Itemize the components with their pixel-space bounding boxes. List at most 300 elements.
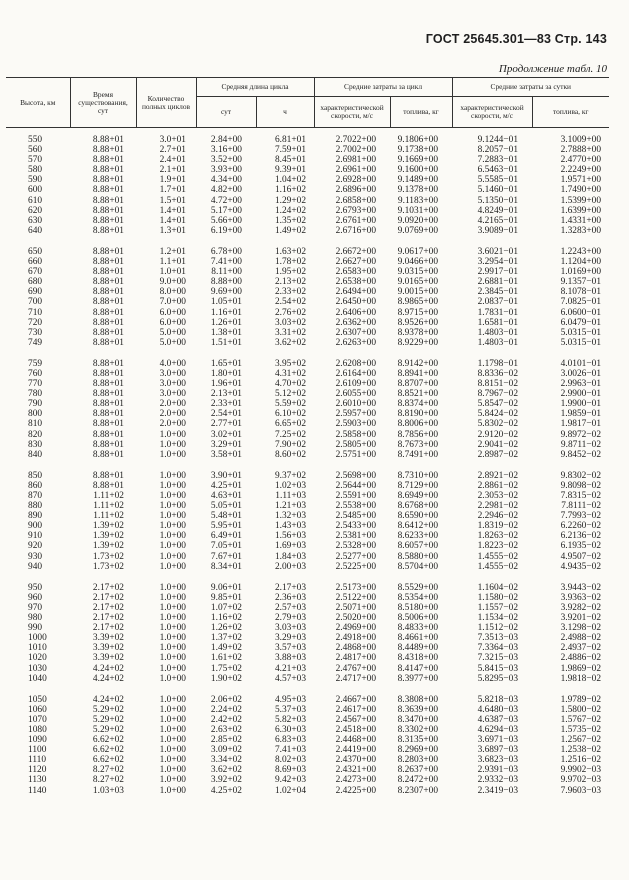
cell-day-char-speed: 1.1534−02 [477, 613, 519, 624]
cell-cycle-fuel: 8.4489+00 [397, 643, 439, 654]
cell-day-char-speed: 3.6021−01 [477, 246, 519, 257]
cell-cycles: 1.0+00 [159, 439, 186, 450]
cell-cycle-fuel: 8.3470+00 [397, 714, 439, 725]
cell-cycles: 1.0+00 [159, 491, 186, 501]
cell-day-fuel: 1.5800−02 [560, 704, 602, 715]
cell-cycles: 1.0+00 [159, 714, 186, 725]
cell-day-fuel: 2.4937−02 [560, 643, 602, 654]
cell-altitude: 710 [28, 307, 43, 318]
cell-existence-time: 8.88+01 [92, 317, 124, 328]
table-body [6, 128, 609, 796]
cell-day-fuel: 7.8111−02 [561, 501, 602, 512]
cell-cycle-hours: 8.02+03 [274, 755, 307, 766]
cell-altitude: 749 [28, 337, 43, 348]
cell-cycle-days: 2.42+02 [210, 714, 242, 725]
cell-cycle-days: 7.67+01 [210, 551, 242, 562]
cell-day-char-speed: 2.2946−02 [477, 511, 519, 522]
cell-cycle-days: 3.58+01 [210, 449, 242, 460]
cell-cycle-char-speed: 2.7022+00 [335, 135, 377, 145]
cell-existence-time: 6.62+02 [92, 735, 124, 746]
cell-cycle-fuel: 9.1378+00 [397, 185, 439, 196]
cell-cycle-hours: 1.29+02 [274, 195, 307, 206]
cell-cycle-hours: 5.12+02 [274, 389, 307, 400]
cell-altitude: 570 [28, 155, 43, 166]
cell-cycles: 1.0+00 [159, 613, 186, 624]
cell-day-fuel: 8.1078−01 [560, 287, 602, 298]
cell-cycle-hours: 1.35+02 [274, 215, 307, 226]
cell-existence-time: 8.88+01 [92, 257, 124, 268]
cell-day-char-speed: 4.8249−01 [477, 205, 519, 216]
cell-cycles: 6.0+00 [159, 307, 186, 318]
cell-cycles: 6.0+00 [159, 317, 186, 328]
cell-cycle-char-speed: 2.6858+00 [335, 195, 377, 206]
cell-cycle-char-speed: 2.5122+00 [335, 592, 377, 603]
cell-cycle-char-speed: 2.6961+00 [335, 165, 377, 176]
cell-cycle-hours: 1.24+02 [274, 205, 307, 216]
table-row [6, 695, 609, 705]
cell-cycle-char-speed: 2.6538+00 [335, 277, 377, 288]
cell-cycles: 1.1+01 [159, 257, 186, 268]
cell-cycle-days: 5.48+01 [210, 511, 242, 522]
cell-cycle-days: 2.13+01 [210, 389, 242, 400]
cell-altitude: 990 [28, 623, 43, 634]
cell-cycle-hours: 4.21+03 [274, 663, 307, 674]
table-row [6, 765, 609, 775]
cell-day-fuel: 6.1935−02 [560, 541, 602, 552]
cell-day-fuel: 6.0479−01 [560, 317, 602, 328]
cell-cycle-fuel: 9.0920+00 [397, 215, 439, 226]
cell-existence-time: 3.39+02 [92, 643, 124, 654]
cell-cycle-days: 6.78+00 [210, 246, 242, 257]
cell-altitude: 730 [28, 327, 43, 338]
cell-cycle-hours: 1.04+02 [274, 175, 307, 186]
cell-day-char-speed: 2.0837−01 [477, 297, 519, 308]
cell-cycle-char-speed: 2.5328+00 [335, 541, 377, 552]
cell-cycle-hours: 2.33+02 [274, 287, 307, 298]
cell-existence-time: 8.88+01 [92, 175, 124, 186]
cell-cycle-char-speed: 2.4717+00 [335, 673, 377, 684]
cell-cycle-char-speed: 2.5071+00 [335, 602, 377, 613]
cell-altitude: 580 [28, 165, 43, 176]
cell-existence-time: 2.17+02 [92, 623, 124, 634]
cell-cycle-hours: 4.57+03 [274, 673, 307, 684]
cell-cycle-char-speed: 2.6761+00 [335, 215, 377, 226]
cell-cycle-fuel: 8.4147+00 [397, 663, 439, 674]
cell-existence-time: 1.03+03 [92, 785, 124, 796]
cell-cycle-fuel: 8.8006+00 [397, 419, 439, 430]
cell-altitude: 1130 [28, 775, 47, 786]
cell-existence-time: 8.88+01 [92, 399, 124, 410]
cell-day-char-speed: 1.4555−02 [477, 561, 519, 572]
cell-altitude: 940 [28, 561, 43, 572]
table-row [6, 328, 609, 338]
cell-cycles: 1.0+00 [159, 735, 186, 746]
cell-cycle-days: 4.25+02 [210, 785, 242, 796]
cell-cycle-fuel: 9.0165+00 [397, 277, 439, 288]
cell-day-char-speed: 1.1557−02 [477, 602, 519, 613]
cell-cycle-hours: 9.37+02 [274, 470, 307, 481]
table-row [6, 521, 609, 531]
cell-existence-time: 8.88+01 [92, 379, 124, 390]
cell-cycles: 1.0+00 [159, 480, 186, 491]
cell-cycles: 1.0+00 [159, 511, 186, 522]
cell-cycle-char-speed: 2.5805+00 [335, 439, 377, 450]
table-row [6, 450, 609, 460]
table-row [6, 308, 609, 318]
cell-cycle-fuel: 8.5354+00 [397, 592, 439, 603]
cell-cycle-days: 1.16+02 [210, 613, 242, 624]
cell-cycle-fuel: 8.9865+00 [397, 297, 439, 308]
cell-cycle-days: 3.34+02 [210, 755, 242, 766]
cell-cycle-hours: 2.79+03 [274, 613, 307, 624]
cell-cycle-days: 3.02+01 [210, 429, 242, 440]
cell-day-fuel: 1.3283+00 [560, 225, 602, 236]
cell-day-fuel: 1.4331+00 [560, 215, 602, 226]
cell-day-char-speed: 7.2883−01 [477, 155, 519, 166]
cell-cycle-fuel: 8.3302+00 [397, 724, 439, 735]
cell-day-fuel: 2.2249+00 [560, 165, 602, 176]
header-char-speed: характеристической скорости, м/с [314, 97, 390, 128]
cell-existence-time: 8.88+01 [92, 267, 124, 278]
cell-cycle-hours: 6.10+02 [274, 409, 307, 420]
cell-day-fuel: 9.8302−02 [560, 470, 602, 481]
cell-cycle-fuel: 8.6590+00 [397, 511, 439, 522]
cell-existence-time: 8.88+01 [92, 439, 124, 450]
cell-cycle-fuel: 8.7491+00 [397, 449, 439, 460]
cell-cycles: 1.0+00 [159, 501, 186, 512]
cell-cycle-char-speed: 2.4817+00 [335, 653, 377, 664]
cell-altitude: 1050 [28, 694, 47, 705]
group-spacer [6, 684, 609, 695]
cell-cycle-days: 7.41+00 [210, 257, 242, 268]
cell-day-fuel: 4.0101−01 [560, 358, 602, 369]
cell-cycle-hours: 6.83+03 [274, 735, 307, 746]
cell-cycle-days: 1.96+01 [210, 379, 242, 390]
table-row [6, 481, 609, 491]
group-spacer [6, 128, 609, 136]
cell-cycle-char-speed: 2.4617+00 [335, 704, 377, 715]
cell-day-char-speed: 1.4803−01 [477, 327, 519, 338]
table-row [6, 409, 609, 419]
cell-cycle-char-speed: 2.6109+00 [335, 379, 377, 390]
table-row [6, 318, 609, 328]
table-row [6, 511, 609, 521]
cell-cycles: 1.9+01 [159, 175, 186, 186]
cell-day-char-speed: 7.3364−03 [477, 643, 519, 654]
cell-day-char-speed: 5.1350−01 [477, 195, 519, 206]
cell-cycle-fuel: 8.2969+00 [397, 745, 439, 756]
cell-cycle-fuel: 8.3135+00 [397, 735, 439, 746]
table-row [6, 786, 609, 796]
cell-day-char-speed: 4.6387−03 [477, 714, 519, 725]
cell-day-fuel: 4.9435−02 [560, 561, 602, 572]
cell-day-fuel: 1.7490+00 [560, 185, 602, 196]
table-continuation-label: Продолжение табл. 10 [498, 63, 607, 75]
cell-cycle-char-speed: 2.5020+00 [335, 613, 377, 624]
cell-cycle-days: 1.61+02 [210, 653, 242, 664]
cell-cycle-days: 3.29+01 [210, 439, 242, 450]
table-row [6, 430, 609, 440]
cell-cycle-days: 4.34+00 [210, 175, 242, 186]
table-row [6, 623, 609, 633]
cell-cycles: 9.0+00 [159, 277, 186, 288]
cell-cycles: 1.4+01 [159, 215, 186, 226]
cell-cycle-char-speed: 2.6406+00 [335, 307, 377, 318]
cell-day-fuel: 2.4770+00 [560, 155, 602, 166]
cell-altitude: 830 [28, 439, 43, 450]
cell-existence-time: 1.73+02 [92, 561, 124, 572]
cell-cycle-fuel: 8.6233+00 [397, 531, 439, 542]
cell-day-char-speed: 5.1460−01 [477, 185, 519, 196]
cell-day-fuel: 9.8972−02 [560, 429, 602, 440]
cell-cycle-fuel: 8.5880+00 [397, 551, 439, 562]
cell-cycle-days: 1.51+01 [210, 337, 242, 348]
table-row [6, 501, 609, 511]
cell-cycle-hours: 1.32+03 [274, 511, 307, 522]
cell-day-fuel: 1.2243+00 [560, 246, 602, 257]
header-hours: ч [256, 97, 314, 128]
cell-cycle-char-speed: 2.5277+00 [335, 551, 377, 562]
cell-cycles: 2.0+00 [159, 409, 186, 420]
cell-altitude: 1040 [28, 673, 47, 684]
cell-cycle-hours: 1.16+02 [274, 185, 307, 196]
cell-cycles: 1.0+00 [159, 653, 186, 664]
cell-day-fuel: 2.4988−02 [560, 633, 602, 644]
cell-existence-time: 8.88+01 [92, 337, 124, 348]
cell-day-fuel: 1.9571+00 [560, 175, 602, 186]
cell-day-fuel: 9.8711−02 [560, 439, 602, 450]
cell-cycle-hours: 1.43+03 [274, 521, 307, 532]
cell-cycle-char-speed: 2.6716+00 [335, 225, 377, 236]
cell-cycles: 1.3+01 [159, 225, 186, 236]
cell-cycle-hours: 3.95+02 [274, 358, 307, 369]
cell-cycle-fuel: 8.5180+00 [397, 602, 439, 613]
cell-cycle-fuel: 8.6768+00 [397, 501, 439, 512]
cell-day-fuel: 4.9507−02 [560, 551, 602, 562]
cell-cycle-fuel: 8.7673+00 [397, 439, 439, 450]
cell-day-char-speed: 1.8263−02 [477, 531, 519, 542]
group-spacer [6, 460, 609, 471]
cell-altitude: 960 [28, 592, 43, 603]
cell-day-char-speed: 5.8424−02 [477, 409, 519, 420]
cell-day-char-speed: 2.8987−02 [477, 449, 519, 460]
cell-cycle-char-speed: 2.6896+00 [335, 185, 377, 196]
cell-cycle-fuel: 8.5006+00 [397, 613, 439, 624]
table-row [6, 705, 609, 715]
cell-day-char-speed: 8.7967−02 [477, 389, 519, 400]
cell-cycle-days: 2.33+01 [210, 399, 242, 410]
cell-existence-time: 8.88+01 [92, 246, 124, 257]
cell-cycle-fuel: 8.7856+00 [397, 429, 439, 440]
cell-day-char-speed: 7.3215−03 [477, 653, 519, 664]
cell-cycle-days: 4.63+01 [210, 491, 242, 501]
cell-day-fuel: 5.0315−01 [560, 337, 602, 348]
table-row [6, 653, 609, 663]
cell-day-char-speed: 4.6294−03 [477, 724, 519, 735]
header-avg-cycle: Средняя длина цикла [196, 78, 314, 97]
cell-cycle-char-speed: 2.4918+00 [335, 633, 377, 644]
table-row [6, 287, 609, 297]
cell-altitude: 630 [28, 215, 43, 226]
table-row [6, 226, 609, 236]
cell-cycle-days: 2.63+02 [210, 724, 242, 735]
cell-cycle-days: 2.77+01 [210, 419, 242, 430]
cell-cycle-fuel: 8.3977+00 [397, 673, 439, 684]
cell-cycle-hours: 1.95+02 [274, 267, 307, 278]
cell-day-fuel: 1.0169+00 [560, 267, 602, 278]
cell-altitude: 860 [28, 480, 43, 491]
cell-day-fuel: 3.9282−02 [560, 602, 602, 613]
cell-cycle-hours: 3.31+02 [274, 327, 307, 338]
cell-existence-time: 5.29+02 [92, 704, 124, 715]
cell-day-char-speed: 1.4555−02 [477, 551, 519, 562]
cell-altitude: 770 [28, 379, 43, 390]
cell-cycle-days: 1.49+02 [210, 643, 242, 654]
cell-cycle-days: 1.90+02 [210, 673, 242, 684]
table-row [6, 175, 609, 185]
cell-day-char-speed: 5.8302−02 [477, 419, 519, 430]
table-row [6, 613, 609, 623]
cell-existence-time: 8.88+01 [92, 389, 124, 400]
cell-cycles: 4.0+00 [159, 358, 186, 369]
cell-cycle-hours: 2.13+02 [274, 277, 307, 288]
table-row [6, 440, 609, 450]
cell-cycle-hours: 1.02+04 [274, 785, 307, 796]
cell-cycles: 2.7+01 [159, 145, 186, 156]
cell-cycles: 2.4+01 [159, 155, 186, 166]
cell-day-char-speed: 6.5463−01 [477, 165, 519, 176]
cell-cycles: 1.0+00 [159, 449, 186, 460]
cell-cycle-fuel: 9.0315+00 [397, 267, 439, 278]
cell-cycle-char-speed: 2.6672+00 [335, 246, 377, 257]
cell-cycles: 1.2+01 [159, 246, 186, 257]
cell-cycles: 1.0+00 [159, 561, 186, 572]
cell-cycle-fuel: 9.1806+00 [397, 135, 439, 145]
table-row [6, 541, 609, 551]
cell-cycle-days: 2.06+02 [210, 694, 242, 705]
cell-day-char-speed: 3.6971−03 [477, 735, 519, 746]
table-row [6, 297, 609, 307]
cell-day-fuel: 9.8098−02 [560, 480, 602, 491]
cell-cycle-char-speed: 2.6263+00 [335, 337, 377, 348]
cell-cycle-hours: 1.56+03 [274, 531, 307, 542]
cell-cycle-days: 3.62+02 [210, 765, 242, 776]
cell-altitude: 920 [28, 541, 43, 552]
cell-altitude: 1030 [28, 663, 47, 674]
table-row [6, 775, 609, 785]
cell-cycle-hours: 2.76+02 [274, 307, 307, 318]
cell-existence-time: 6.62+02 [92, 745, 124, 756]
cell-existence-time: 4.24+02 [92, 694, 124, 705]
cell-cycle-days: 6.49+01 [210, 531, 242, 542]
cell-altitude: 810 [28, 419, 43, 430]
cell-cycle-char-speed: 2.4321+00 [335, 765, 377, 776]
cell-altitude: 650 [28, 246, 43, 257]
cell-cycle-char-speed: 2.4419+00 [335, 745, 377, 756]
cell-day-fuel: 9.9902−03 [560, 765, 602, 776]
cell-cycle-hours: 1.78+02 [274, 257, 307, 268]
header-char-speed-day: характеристической скорости, м/с [452, 97, 532, 128]
cell-altitude: 1080 [28, 724, 47, 735]
data-table [6, 77, 609, 796]
cell-existence-time: 8.88+01 [92, 429, 124, 440]
cell-cycle-hours: 5.82+03 [274, 714, 307, 725]
header-existence-time: Время существования, сут [70, 78, 136, 128]
cell-cycle-char-speed: 2.4868+00 [335, 643, 377, 654]
cell-day-fuel: 5.0315−01 [560, 327, 602, 338]
cell-cycle-fuel: 8.9526+00 [397, 317, 439, 328]
cell-cycles: 1.0+00 [159, 673, 186, 684]
cell-existence-time: 8.88+01 [92, 287, 124, 298]
cell-cycle-fuel: 8.2472+00 [397, 775, 439, 786]
cell-day-char-speed: 2.3845−01 [477, 287, 519, 298]
cell-cycle-days: 5.17+00 [210, 205, 242, 216]
cell-cycle-hours: 6.30+03 [274, 724, 307, 735]
table-row [6, 562, 609, 572]
cell-day-char-speed: 2.8921−02 [477, 470, 519, 481]
cell-day-fuel: 3.9443−02 [560, 582, 602, 593]
cell-day-char-speed: 4.2165−01 [477, 215, 519, 226]
cell-cycle-char-speed: 2.5903+00 [335, 419, 377, 430]
header-days: сут [196, 97, 256, 128]
cell-altitude: 970 [28, 602, 43, 613]
cell-day-char-speed: 2.2981−02 [477, 501, 519, 512]
cell-cycles: 1.0+00 [159, 592, 186, 603]
cell-cycle-char-speed: 2.4370+00 [335, 755, 377, 766]
cell-cycle-hours: 1.11+03 [275, 491, 307, 501]
cell-cycle-days: 4.82+00 [210, 185, 242, 196]
table-row [6, 715, 609, 725]
cell-altitude: 660 [28, 257, 43, 268]
cell-cycle-fuel: 9.1669+00 [397, 155, 439, 166]
table-row [6, 583, 609, 593]
cell-cycle-hours: 3.29+03 [274, 633, 307, 644]
cell-altitude: 1120 [28, 765, 47, 776]
cell-cycle-days: 1.37+02 [210, 633, 242, 644]
cell-day-char-speed: 8.8336−02 [477, 368, 519, 379]
cell-existence-time: 1.73+02 [92, 551, 124, 562]
cell-day-char-speed: 1.8223−02 [477, 541, 519, 552]
cell-cycle-hours: 2.57+03 [274, 602, 307, 613]
cell-day-char-speed: 4.6480−03 [477, 704, 519, 715]
cell-cycle-char-speed: 2.5173+00 [335, 582, 377, 593]
cell-cycle-char-speed: 2.6307+00 [335, 327, 377, 338]
cell-altitude: 1060 [28, 704, 47, 715]
cell-altitude: 620 [28, 205, 43, 216]
cell-cycle-fuel: 8.6949+00 [397, 491, 439, 501]
cell-cycle-hours: 3.88+03 [274, 653, 307, 664]
table-row [6, 643, 609, 653]
cell-cycle-hours: 1.84+03 [274, 551, 307, 562]
cell-cycle-char-speed: 2.6164+00 [335, 368, 377, 379]
group-spacer [6, 348, 609, 359]
cell-cycle-char-speed: 2.5751+00 [335, 449, 377, 460]
table-row [6, 277, 609, 287]
cell-cycle-hours: 7.90+02 [274, 439, 307, 450]
cell-altitude: 680 [28, 277, 43, 288]
cell-cycles: 2.1+01 [159, 165, 186, 176]
cell-cycle-char-speed: 2.6928+00 [335, 175, 377, 186]
cell-day-char-speed: 2.3053−02 [477, 491, 519, 501]
cell-day-fuel: 7.9603−03 [560, 785, 602, 796]
cell-day-fuel: 1.9817−01 [560, 419, 602, 430]
cell-day-fuel: 3.1298−02 [560, 623, 602, 634]
cell-day-char-speed: 8.2057−01 [477, 145, 519, 156]
cell-day-fuel: 1.2567−02 [560, 735, 602, 746]
cell-day-char-speed: 3.9089−01 [477, 225, 519, 236]
cell-cycle-fuel: 9.1738+00 [397, 145, 439, 156]
cell-cycle-hours: 5.37+03 [274, 704, 307, 715]
